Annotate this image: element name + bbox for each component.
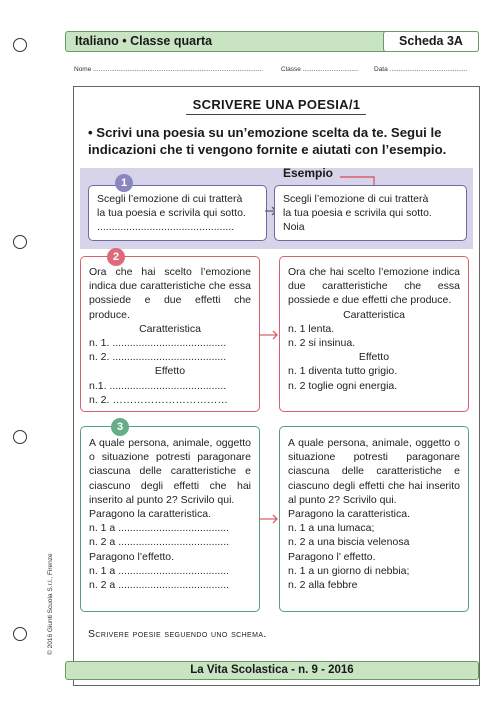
step2-right-e1: n. 1 diventa tutto grigio. <box>288 365 398 378</box>
name-field: Nome .............................................................................................. <box>74 66 263 73</box>
step1-left-line-2: la tua poesia e scrivila qui sotto. <box>97 207 246 220</box>
step2-right-c2: n. 2 si insinua. <box>288 337 356 350</box>
step3-left-l1: Paragono la caratteristica. <box>89 508 211 521</box>
step3-right-l3: n. 2 a una biscia velenosa <box>288 536 410 549</box>
binder-hole-2 <box>13 235 27 249</box>
step3-right-l4: Paragono l’ effetto. <box>288 550 376 563</box>
header-bar <box>65 31 479 52</box>
example-label: Esempio <box>283 166 334 180</box>
step1-left-line-1: Scegli l’emozione di cui tratterà <box>97 193 243 205</box>
step3-arrow-icon <box>258 514 280 524</box>
page-title: SCRIVERE UNA POESIA/1 <box>192 97 361 112</box>
bottom-bar: La Vita Scolastica - n. 9 - 2016 <box>65 661 479 680</box>
step3-left-box <box>80 426 260 612</box>
binder-hole-4 <box>13 627 27 641</box>
step1-left-line-3: ............................................... <box>97 221 235 234</box>
step2-right-intro: Ora che hai scelto l’emozione indica due caratteristiche che essa possiede e due effetti che produce. <box>288 266 460 307</box>
step2-left-intro: Ora che hai scelto l’emozione indica due caratteristiche che essa possiede e due effetti che produce. <box>89 266 251 321</box>
step1-left-box <box>88 185 267 241</box>
binder-hole-1 <box>13 38 27 52</box>
step3-right-l5: n. 1 a un giorno di nebbia; <box>288 564 410 577</box>
step2-right-e2: n. 2 toglie ogni energia. <box>288 379 398 392</box>
step2-left-e2: n. 2. …………………………… <box>89 393 228 406</box>
step3-right-l1: Paragono la caratteristica. <box>288 508 410 521</box>
step3-left-intro: A quale persona, animale, oggetto o situazione potresti paragonare ciascuna delle caratteristiche e ciascuno degli effetti che hai inserito al punto 2? Scrivilo qui. <box>89 437 251 506</box>
step2-arrow-icon <box>258 330 280 340</box>
step3-left-l5: n. 1 a ...................................... <box>89 564 230 577</box>
sheet-tab-label: Scheda 3A <box>399 34 463 48</box>
step-number-3: 3 <box>111 418 129 436</box>
step2-left-e1: n.1. ........................................ <box>89 379 227 392</box>
step3-right-intro: A quale persona, animale, oggetto o situazione potresti paragonare ciascuna delle caratteristiche e ciascuno degli effetti che hai inserito al punto 2? Scrivilo qui. <box>288 437 460 506</box>
sheet-tab <box>383 31 479 52</box>
class-field: Classe ............................... <box>281 66 359 73</box>
instruction-text: • Scrivi una poesia su un’emozione scelta da te. Segui le indicazioni che ti vengono fornite e aiutati con l’esempio. <box>88 125 447 157</box>
footer-note: Scrivere poesie seguendo uno schema. <box>88 628 267 640</box>
step3-left-l2: n. 1 a ...................................... <box>89 522 230 535</box>
step3-right-l2: n. 1 a una lumaca; <box>288 522 375 535</box>
step2-left-box <box>80 256 260 412</box>
step1-right-line-2: la tua poesia e scrivila qui sotto. <box>283 207 432 220</box>
step3-right-box <box>279 426 469 612</box>
step3-left-l6: n. 2 a ...................................... <box>89 579 230 592</box>
binder-hole-3 <box>13 430 27 444</box>
step3-left-l3: n. 2 a ...................................... <box>89 536 230 549</box>
step2-right-c1: n. 1 lenta. <box>288 322 335 335</box>
step3-right-l6: n. 2 alla febbre <box>288 579 358 592</box>
step2-right-box <box>279 256 469 412</box>
date-field: Data ........................................... <box>374 66 468 73</box>
step1-right-line-1: Scegli l’emozione di cui tratterà <box>283 193 429 205</box>
step-number-1: 1 <box>115 174 133 192</box>
step2-right-caratteristica: Caratteristica <box>343 308 405 321</box>
step3-left-l4: Paragono l’effetto. <box>89 550 175 563</box>
step2-left-effetto: Effetto <box>154 365 186 378</box>
step2-left-c1: n. 1. ....................................... <box>89 337 227 350</box>
title-underline <box>186 114 366 115</box>
example-pointer <box>336 170 378 186</box>
step2-left-caratteristica: Caratteristica <box>139 322 201 335</box>
step1-right-box <box>274 185 467 241</box>
step2-left-c2: n. 2. ....................................... <box>89 351 227 364</box>
header-title: Italiano • Classe quarta <box>75 34 213 48</box>
step1-right-line-3: Noia <box>283 221 305 234</box>
step-number-2: 2 <box>107 248 125 266</box>
step2-right-effetto: Effetto <box>358 351 390 364</box>
copyright-text: © 2016 Giunti Scuola S.r.l., Firenze <box>47 553 54 655</box>
